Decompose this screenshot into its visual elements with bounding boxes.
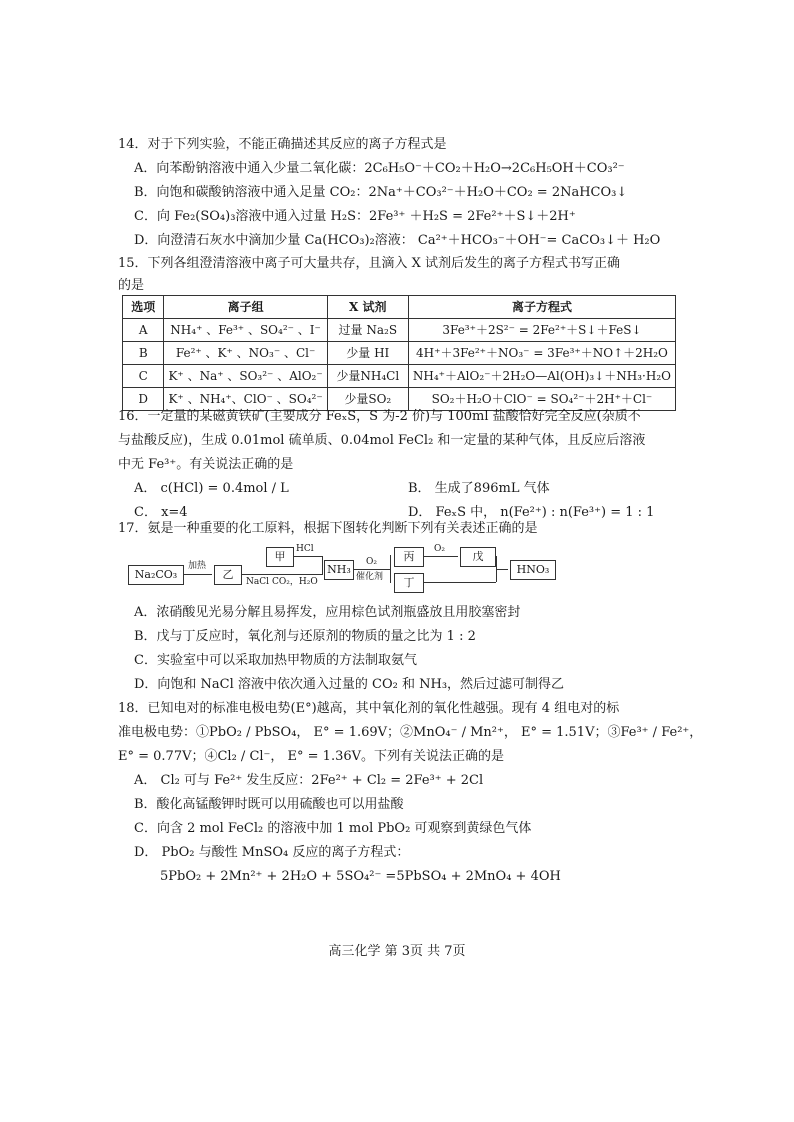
flow-arrow: [496, 569, 508, 570]
table-cell: 3Fe³⁺＋2S²⁻ = 2Fe²⁺＋S↓＋FeS↓: [408, 319, 675, 342]
ammonia-flow-diagram: [126, 545, 556, 595]
flow-connector: [322, 556, 323, 575]
question-16-stem-cont: 与盐酸反应)，生成 0.01mol 硫单质、0.04mol FeCl₂ 和一定量的某种气体，且反应后溶液: [118, 433, 646, 448]
wu-box: 戊: [460, 547, 496, 567]
question-18-option-a: A． Cl₂ 可与 Fe²⁺ 发生反应：2Fe²⁺ + Cl₂ = 2Fe³⁺ + 2Cl: [134, 773, 484, 788]
question-17-option-d: D．向饱和 NaCl 溶液中依次通入过量的 CO₂ 和 NH₃，然后过滤可制得乙: [134, 677, 565, 692]
table-header-row: [123, 296, 676, 319]
catalyst-label: 催化剂: [356, 572, 384, 582]
question-16-option-a: A． c(HCl) = 0.4mol / L: [134, 481, 289, 496]
co2-h2o-label: CO₂，H₂O: [272, 577, 318, 587]
question-16-option-c: C． x=4: [134, 505, 188, 520]
question-18-option-d-equation: 5PbO₂ + 2Mn²⁺ + 2H₂O + 5SO₄²⁻ =5PbSO₄ + 2MnO₄ + 4OH: [160, 869, 561, 884]
bing-box: 丙: [394, 547, 424, 567]
hno3-box: HNO₃: [510, 560, 556, 580]
page-footer: 高三化学 第 3页 共 7页: [328, 944, 466, 959]
flow-arrow: [424, 556, 458, 557]
table-cell: 少量NH₄Cl: [327, 365, 408, 388]
table-cell: NH₄⁺＋AlO₂⁻＋2H₂O—Al(OH)₃↓＋NH₃·H₂O: [408, 365, 675, 388]
table-header: X 试剂: [327, 296, 408, 319]
jia-box: 甲: [266, 547, 294, 567]
table-cell: 过量 Na₂S: [327, 319, 408, 342]
table-header: 离子方程式: [408, 296, 675, 319]
question-16-option-b: B． 生成了896mL 气体: [408, 481, 550, 496]
question-15-stem: 15．下列各组澄清溶液中离子可大量共存，且滴入 X 试剂后发生的离子方程式书写正确: [118, 256, 621, 271]
nh3-box: NH₃: [324, 560, 354, 580]
o2-label-2: O₂: [434, 544, 445, 554]
question-14-option-a: A．向苯酚钠溶液中通入少量二氧化碳：2C₆H₅O⁻＋CO₂＋H₂O→2C₆H₅OH＋CO₃²⁻: [134, 161, 625, 176]
nacl-label: NaCl: [246, 577, 270, 587]
question-18-stem: 18．已知电对的标准电极电势(E°)越高，其中氧化剂的氧化性越强。现有 4 组电对的标: [118, 701, 620, 716]
table-cell: 少量 HI: [327, 342, 408, 365]
question-16-stem: 16．一定量的某磁黄铁矿(主要成分 FeₓS，S 为-2 价)与 100ml 盐酸恰好完全反应(杂质不: [118, 409, 641, 424]
question-18-stem-cont: 准电极电势：①PbO₂ / PbSO₄， E° = 1.69V；②MnO₄⁻ / Mn²⁺， E° = 1.51V；③Fe³⁺ / Fe²⁺，: [118, 725, 703, 740]
question-15-stem-cont: 的是: [118, 278, 145, 293]
table-cell: SO₂＋H₂O＋ClO⁻ = SO₄²⁻＋2H⁺＋Cl⁻: [408, 388, 675, 411]
table-header: 离子组: [164, 296, 327, 319]
table-cell: C: [123, 365, 164, 388]
yi-box: 乙: [214, 565, 242, 585]
question-18-option-c: C．向含 2 mol FeCl₂ 的溶液中加 1 mol PbO₂ 可观察到黄绿色气体: [134, 821, 532, 836]
ion-table: [122, 295, 676, 411]
question-14-stem: 14．对于下列实验，不能正确描述其反应的离子方程式是: [118, 137, 447, 152]
table-cell: Fe²⁺ 、K⁺ 、NO₃⁻ 、Cl⁻: [164, 342, 327, 365]
question-17-option-b: B．戊与丁反应时，氧化剂与还原剂的物质的量之比为 1 : 2: [134, 629, 476, 644]
table-cell: B: [123, 342, 164, 365]
flow-arrow: [294, 556, 322, 557]
table-row: [123, 342, 676, 365]
question-18-option-b: B．酸化高锰酸钾时既可以用硫酸也可以用盐酸: [134, 797, 404, 812]
question-17-stem: 17．氨是一种重要的化工原料，根据下图转化判断下列有关表述正确的是: [118, 521, 538, 536]
table-cell: K⁺ 、NH₄⁺、ClO⁻ 、SO₄²⁻: [164, 388, 327, 411]
hcl-label: HCl: [296, 544, 314, 554]
question-16-stem-cont: 中无 Fe³⁺。有关说法正确的是: [118, 457, 294, 472]
o2-label: O₂: [366, 557, 377, 567]
question-14-option-b: B．向饱和碳酸钠溶液中通入足量 CO₂：2Na⁺＋CO₃²⁻＋H₂O＋CO₂ = 2NaHCO₃↓: [134, 185, 628, 200]
question-14-option-c: C．向 Fe₂(SO₄)₃溶液中通入过量 H₂S：2Fe³⁺ ＋H₂S = 2Fe²⁺＋S↓＋2H⁺: [134, 209, 576, 224]
flow-arrow: [184, 574, 212, 575]
table-row: [123, 319, 676, 342]
flow-connector: [390, 555, 391, 583]
question-17-option-a: A．浓硝酸见光易分解且易挥发，应用棕色试剂瓶盛放且用胶塞密封: [134, 605, 521, 620]
question-17-option-c: C．实验室中可以采取加热甲物质的方法制取氨气: [134, 653, 417, 668]
question-18-stem-cont: E° = 0.77V；④Cl₂ / Cl⁻， E° = 1.36V。下列有关说法正确的是: [118, 749, 505, 764]
table-cell: 少量SO₂: [327, 388, 408, 411]
table-cell: 4H⁺＋3Fe²⁺＋NO₃⁻ = 3Fe³⁺＋NO↑＋2H₂O: [408, 342, 675, 365]
heat-label: 加热: [188, 561, 207, 571]
table-header: 选项: [123, 296, 164, 319]
flow-arrow: [242, 574, 322, 575]
question-16-option-d: D． FeₓS 中， n(Fe²⁺) : n(Fe³⁺) = 1 : 1: [408, 505, 655, 520]
na2co3-box: Na₂CO₃: [128, 565, 184, 585]
table-cell: D: [123, 388, 164, 411]
table-cell: NH₄⁺ 、Fe³⁺ 、SO₄²⁻ 、I⁻: [164, 319, 327, 342]
table-cell: A: [123, 319, 164, 342]
flow-arrow: [354, 569, 390, 570]
table-cell: K⁺ 、Na⁺ 、SO₃²⁻ 、AlO₂⁻: [164, 365, 327, 388]
question-14-option-d: D．向澄清石灰水中滴加少量 Ca(HCO₃)₂溶液： Ca²⁺＋HCO₃⁻＋OH⁻= CaCO₃↓＋ H₂O: [134, 233, 661, 248]
flow-arrow: [424, 582, 496, 583]
ding-box: 丁: [394, 573, 424, 593]
question-18-option-d: D． PbO₂ 与酸性 MnSO₄ 反应的离子方程式：: [134, 845, 410, 860]
table-row: [123, 365, 676, 388]
